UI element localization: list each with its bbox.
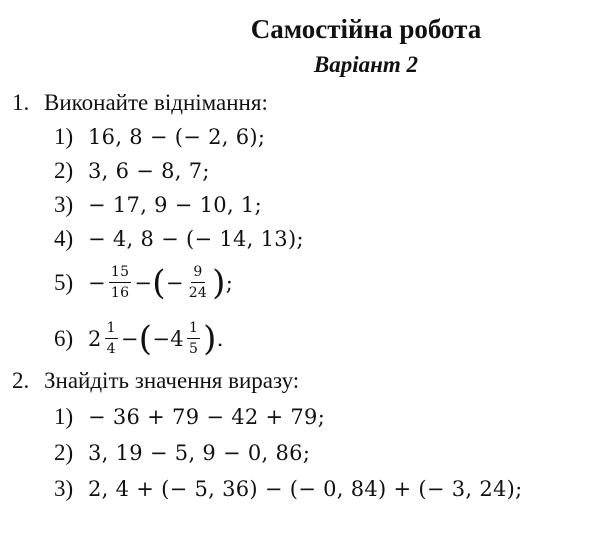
task-1-item-2: [54, 156, 210, 186]
numerator: 9: [191, 264, 204, 283]
item-index: 2): [54, 158, 74, 183]
numerator: 1: [105, 320, 118, 339]
task-1-number: 1.: [12, 90, 30, 115]
numerator: 1: [187, 320, 200, 339]
item-index: 6): [54, 325, 74, 351]
open-paren: (: [152, 262, 166, 303]
item-expression: [88, 320, 224, 357]
item-index: 1): [54, 124, 74, 149]
item-expression: − 4, 8 − (− 14, 13);: [88, 227, 304, 251]
fraction: [109, 264, 131, 301]
item-expression: 3, 19 − 5, 9 − 0, 86;: [88, 441, 311, 465]
task-2-heading: [12, 366, 299, 396]
denominator: 24: [188, 285, 208, 301]
fraction: [187, 320, 200, 357]
task-2-item-3: [54, 474, 523, 504]
task-1-heading: [12, 88, 268, 118]
whole-part: 2: [88, 326, 102, 351]
task-2-item-1: [54, 402, 325, 432]
fraction: [105, 320, 118, 357]
item-index: 4): [54, 226, 74, 251]
task-1-text: Виконайте віднімання:: [44, 90, 268, 115]
item-index: 3): [54, 192, 74, 217]
minus-sign: −: [165, 270, 184, 295]
task-1-item-3: [54, 190, 262, 220]
minus-sign: −: [152, 326, 171, 351]
task-2-number: 2.: [12, 368, 30, 393]
terminator: ;: [225, 270, 234, 295]
page-title: Самостійна робота: [250, 14, 482, 44]
denominator: 4: [106, 341, 116, 357]
close-paren: ): [203, 318, 217, 359]
item-index: 3): [54, 476, 74, 501]
numerator: 15: [109, 264, 131, 283]
item-index: 1): [54, 404, 74, 429]
item-expression: − 36 + 79 − 42 + 79;: [88, 405, 326, 429]
task-1-item-6: [54, 320, 224, 357]
close-paren: ): [212, 262, 226, 303]
whole-part: 4: [170, 326, 184, 351]
task-1-item-5: [54, 264, 233, 301]
minus-sign: −: [88, 270, 106, 295]
item-expression: − 17, 9 − 10, 1;: [88, 193, 262, 217]
minus-sign: −: [134, 270, 153, 295]
task-2-item-2: [54, 438, 310, 468]
open-paren: (: [138, 318, 153, 359]
task-1-item-4: [54, 224, 304, 254]
item-expression: 3, 6 − 8, 7;: [88, 159, 210, 183]
item-expression: 2, 4 + (− 5, 36) − (− 0, 84) + (− 3, 24);: [88, 477, 523, 501]
item-index: 2): [54, 440, 74, 465]
task-2-text: Знайдіть значення виразу:: [44, 368, 300, 393]
item-expression: [88, 264, 233, 301]
terminator: .: [216, 326, 224, 351]
item-index: 5): [54, 269, 74, 295]
denominator: 5: [188, 341, 199, 357]
task-1-item-1: [54, 122, 265, 152]
denominator: 16: [110, 285, 130, 301]
variant-subtitle: Варіант 2: [313, 52, 419, 77]
minus-sign: −: [120, 326, 139, 351]
item-expression: 16, 8 − (− 2, 6);: [88, 125, 266, 149]
fraction: [187, 264, 209, 301]
